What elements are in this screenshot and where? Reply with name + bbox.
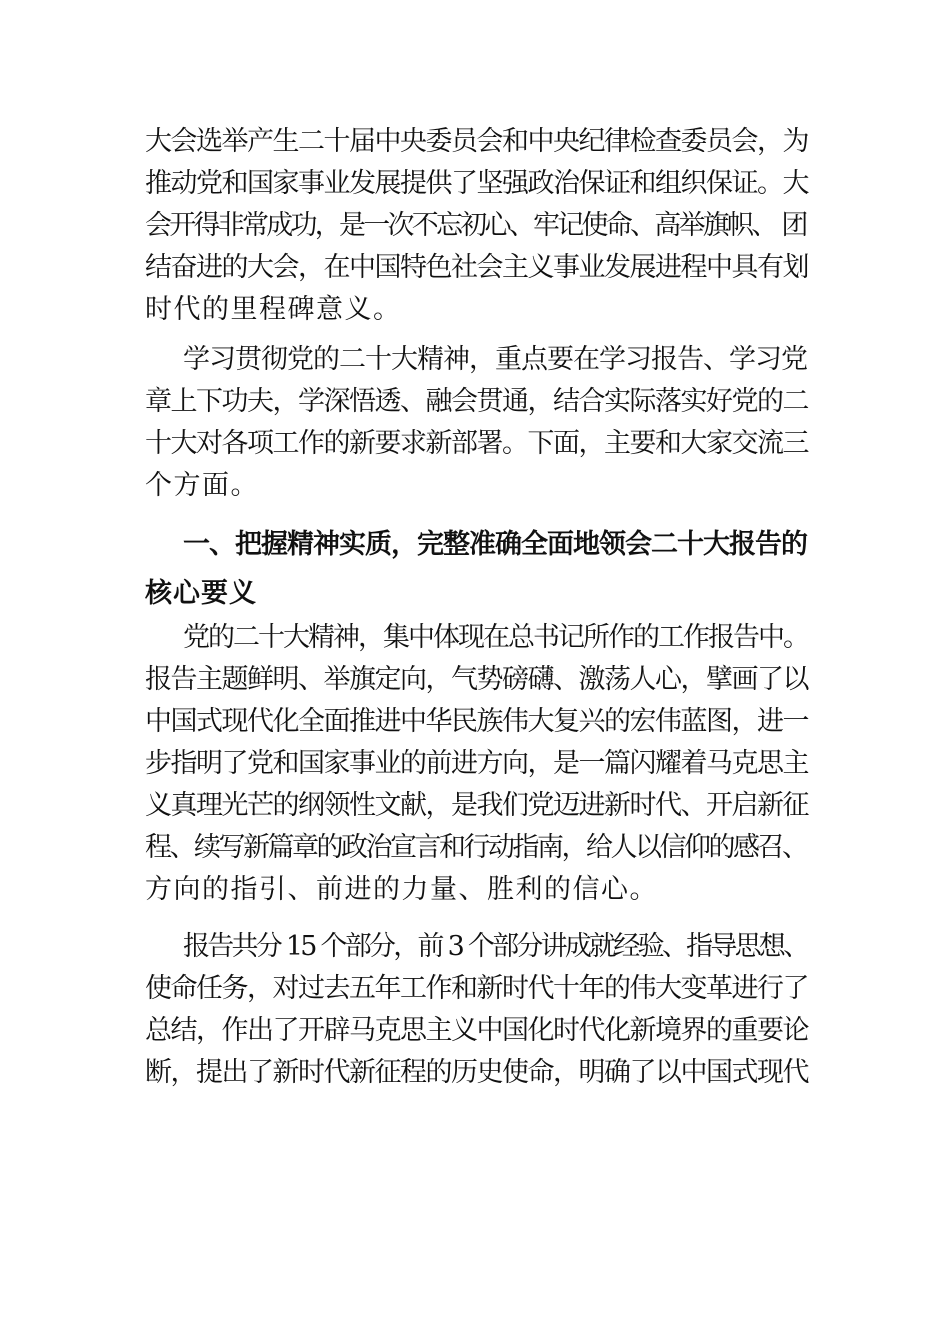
paragraph-line: 章上下功夫，学深悟透、融会贯通，结合实际落实好党的二 — [145, 386, 808, 417]
paragraph-line: 推动党和国家事业发展提供了坚强政治保证和组织保证。大 — [145, 168, 808, 199]
paragraph-line: 十大对各项工作的新要求新部署。下面，主要和大家交流三 — [145, 428, 808, 459]
paragraph-line: 使命任务，对过去五年工作和新时代十年的伟大变革进行了 — [145, 973, 808, 1004]
paragraph-line: 学习贯彻党的二十大精神，重点要在学习报告、学习党 — [183, 344, 807, 375]
paragraph-line: 总结，作出了开辟马克思主义中国化时代化新境界的重要论 — [145, 1015, 808, 1046]
paragraph-line: 步指明了党和国家事业的前进方向，是一篇闪耀着马克思主 — [145, 748, 808, 779]
paragraph-line: 方向的指引、前进的力量、胜利的信心。 — [145, 874, 658, 905]
paragraph-line: 程、续写新篇章的政治宣言和行动指南，给人以信仰的感召、 — [145, 832, 807, 863]
paragraph-line: 会开得非常成功，是一次不忘初心、牢记使命、高举旗帜、 团 — [145, 210, 806, 241]
paragraph-line: 时代的里程碑意义。 — [145, 294, 402, 325]
paragraph-line: 义真理光芒的纲领性文献，是我们党迈进新时代、开启新征 — [145, 790, 808, 821]
paragraph-line: 报告主题鲜明、举旗定向，气势磅礴、激荡人心，擘画了以 — [145, 664, 808, 695]
section-heading: 一、把握精神实质，完整准确全面地领会二十大报告的 — [183, 529, 807, 560]
section-heading: 核心要义 — [145, 578, 257, 609]
paragraph-line: 大会选举产生二十届中央委员会和中央纪律检查委员会，为 — [145, 126, 808, 157]
paragraph-line: 断，提出了新时代新征程的历史使命，明确了以中国式现代 — [145, 1057, 808, 1088]
paragraph-line: 党的二十大精神，集中体现在总书记所作的工作报告中。 — [183, 622, 808, 653]
paragraph-line: 结奋进的大会，在中国特色社会主义事业发展进程中具有划 — [145, 252, 808, 283]
paragraph-line: 报告共分 15 个部分，前 3 个部分讲成就经验、指导思想、 — [183, 931, 808, 962]
paragraph-line: 中国式现代化全面推进中华民族伟大复兴的宏伟蓝图，进一 — [145, 706, 808, 737]
paragraph-line: 个方面。 — [145, 470, 259, 501]
